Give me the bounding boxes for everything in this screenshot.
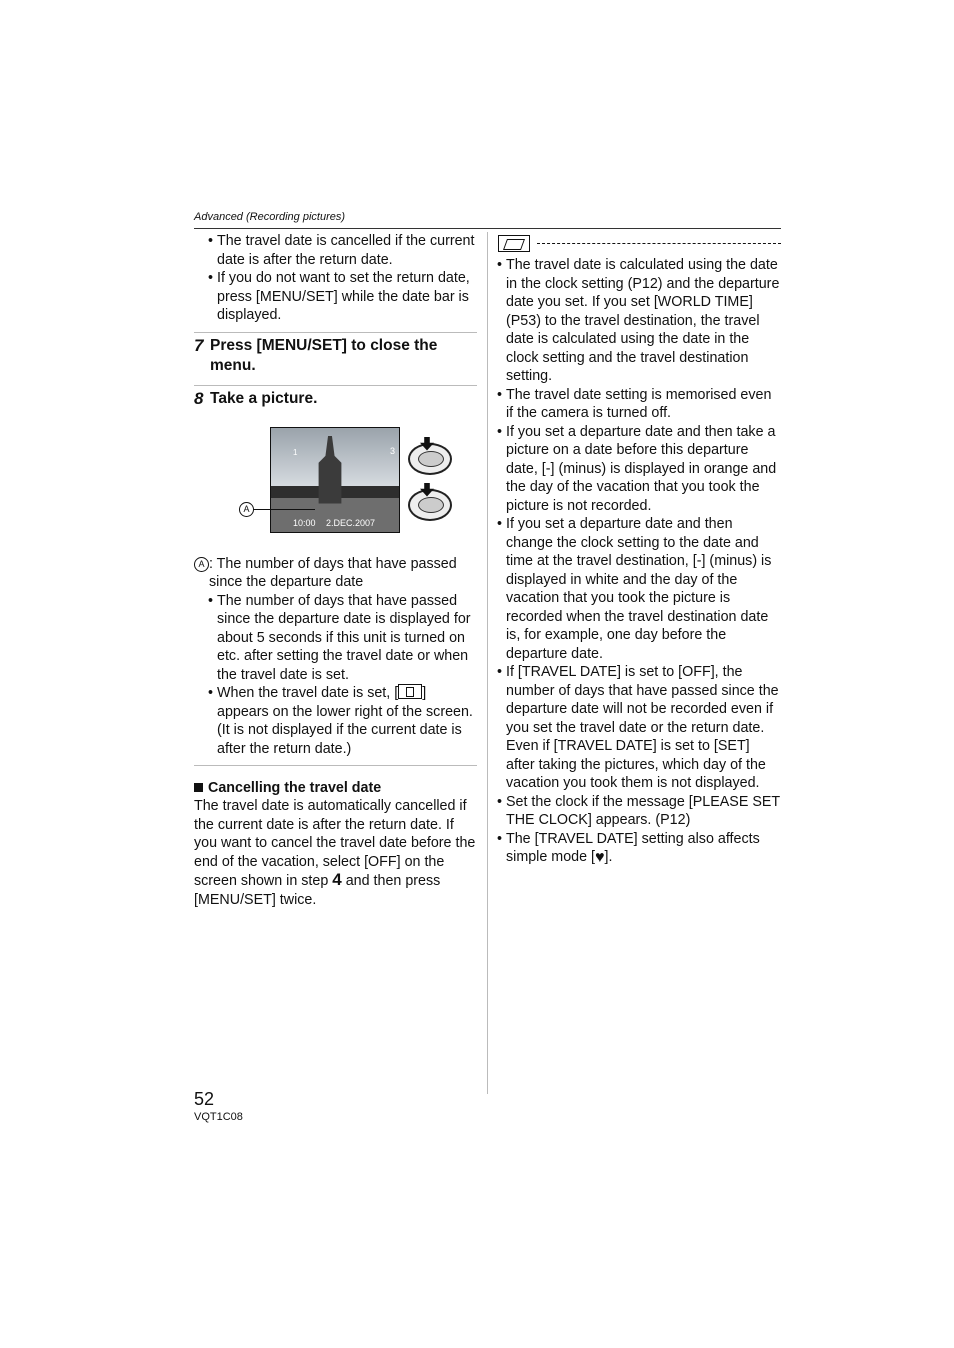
list-item: • The travel date is cancelled if the current date is after the return date.	[194, 232, 477, 269]
list-item: • If [TRAVEL DATE] is set to [OFF], the number of days that have passed since the departure date will not be recorded even if you set the travel date or the return date. Even if [TRAVEL DATE] is set to [SET] after taking the pictures, which day of the vacation you took them is not displayed.	[497, 663, 781, 793]
cancel-paragraph: The travel date is automatically cancelled if the current date is after the return date. If you want to cancel the travel date before the end of the vacation, select [OFF] on the screen shown in step 4 and then press [MENU/SET] twice.	[194, 798, 476, 908]
callout-leader	[253, 509, 315, 510]
note-bullets	[194, 592, 477, 759]
memo-dash-line	[537, 243, 781, 244]
memo-icon	[498, 235, 530, 252]
note-a	[194, 555, 477, 592]
date-readout: 2.DEC.2007	[326, 517, 376, 528]
shutter-button-icon	[408, 443, 452, 475]
list-item: • If you set a departure date and then take a picture on a date before this departure date, [-] (minus) is displayed in orange and the day of the vacation that you took the picture is not recorded.	[497, 423, 781, 516]
top-bullets	[194, 232, 477, 325]
cancel-heading: Cancelling the travel date	[194, 779, 477, 797]
memo-bullets	[497, 256, 781, 868]
list-item: • The [TRAVEL DATE] setting also affects simple mode [♥].	[497, 830, 781, 868]
document-code: VQT1C08	[194, 1111, 243, 1123]
list-item: • If you do not want to set the return date, press [MENU/SET] while the date bar is displayed.	[194, 269, 477, 325]
camera-figure	[194, 427, 477, 543]
self-timer-count: 1	[293, 447, 298, 457]
picture-count: 3	[389, 445, 395, 456]
label-a-icon: A	[194, 557, 209, 572]
divider	[194, 385, 477, 386]
page-number: 52	[194, 1089, 215, 1109]
time-readout: 10:00	[293, 517, 316, 528]
running-header: Advanced (Recording pictures)	[194, 211, 346, 223]
memo-header	[497, 232, 781, 250]
step-number: 7	[194, 335, 204, 355]
step-text: Take a picture.	[210, 389, 318, 407]
divider	[194, 332, 477, 333]
note-a-text: : The number of days that have passed since the departure date	[209, 555, 457, 590]
lcd-screen	[270, 427, 400, 533]
travel-date-icon	[398, 684, 422, 699]
step-7	[194, 336, 477, 376]
list-item: • The number of days that have passed since the departure date is displayed for about 5 seconds if this unit is turned on etc. after setting the travel date or when the travel date is set.	[194, 592, 477, 685]
list-item: • Set the clock if the message [PLEASE SET THE CLOCK] appears. (P12)	[497, 793, 781, 830]
right-column	[497, 232, 781, 868]
list-item: • If you set a departure date and then change the clock setting to the date and time at the travel destination, [-] (minus) is displayed in white and the day of the vacation that you took the picture is recorded when the travel destination date is, for example, one day before the departure date.	[497, 515, 781, 663]
step-ref: 4	[332, 870, 342, 889]
shutter-button-icon	[408, 489, 452, 521]
list-item: • The travel date is calculated using the date in the clock setting (P12) and the departure date you set. If you set [WORLD TIME] (P53) to the travel destination, the travel date is calculated using the date in the clock setting and the travel destination setting.	[497, 256, 781, 386]
column-divider	[487, 232, 488, 1094]
callout-label: A	[239, 502, 254, 517]
list-item: • When the travel date is set, [ ] appears on the lower right of the screen. (It is not displayed if the current date is after the return date.)	[194, 684, 477, 758]
step-text: Press [MENU/SET] to close the menu.	[210, 336, 438, 374]
list-item: • The travel date setting is memorised even if the camera is turned off.	[497, 386, 781, 423]
header-rule	[194, 228, 781, 229]
square-bullet-icon	[194, 783, 203, 792]
step-8	[194, 389, 477, 409]
heart-icon: ♥	[595, 849, 605, 866]
left-column	[194, 232, 477, 909]
divider	[194, 765, 477, 766]
step-number: 8	[194, 388, 204, 408]
